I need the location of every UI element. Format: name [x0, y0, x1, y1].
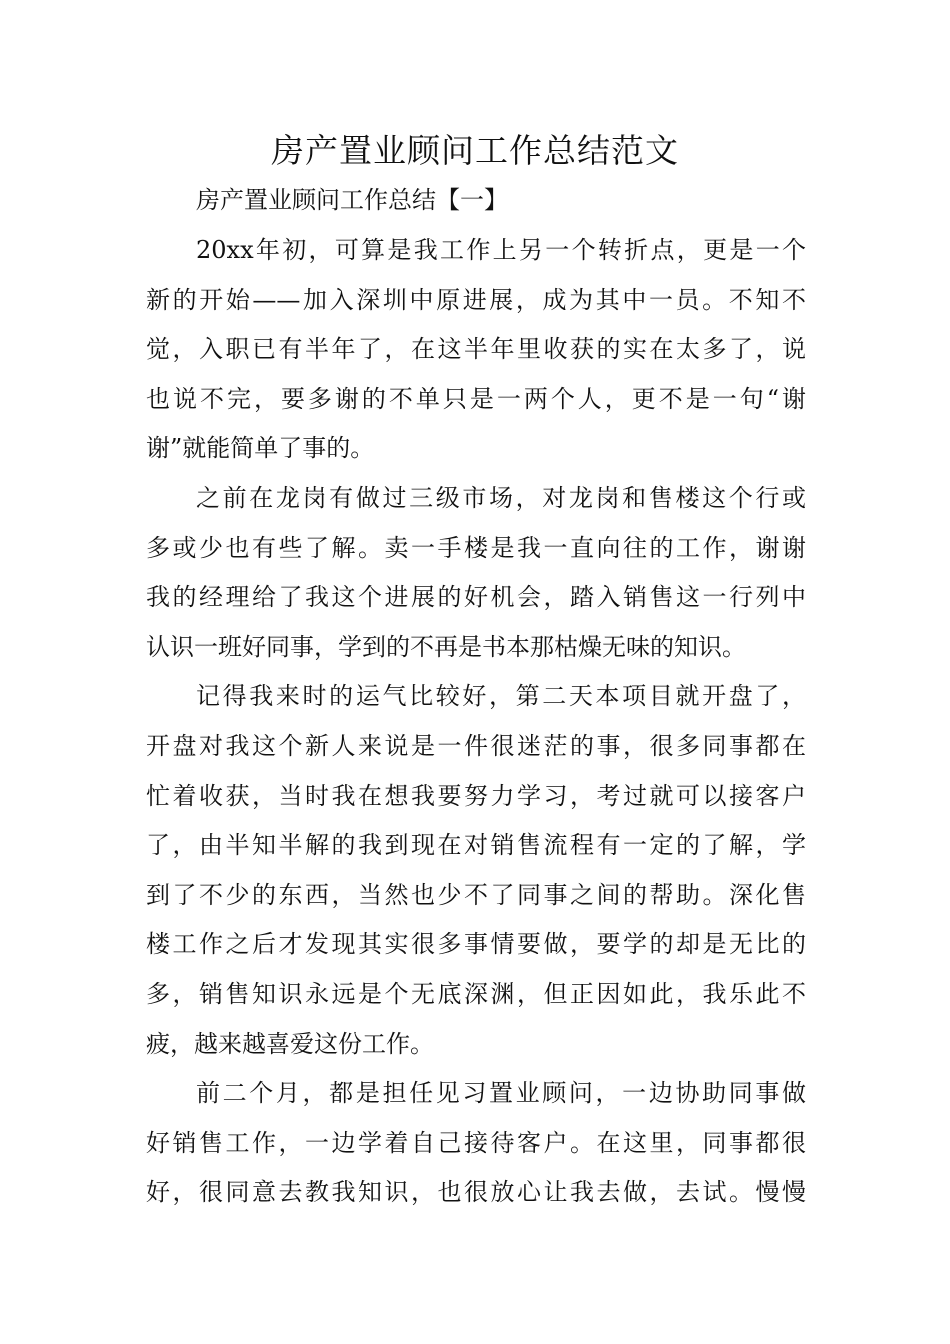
text-line: 忙着收获，当时我在想我要努力学习，考过就可以接客户: [146, 781, 806, 810]
text-line: 谢”就能简单了事的。: [146, 434, 375, 463]
paragraph-4: [146, 1069, 806, 1218]
text-line: 觉，入职已有半年了，在这半年里收获的实在太多了，说: [146, 335, 806, 364]
text-line: 之前在龙岗有做过三级市场，对龙岗和售楼这个行或: [196, 483, 806, 512]
text-line: 20xx年初，可算是我工作上另一个转折点，更是一个: [196, 236, 806, 264]
text-line: 我的经理给了我这个进展的好机会，踏入销售这一行列中: [146, 583, 806, 612]
text-line: 到了不少的东西，当然也少不了同事之间的帮助。深化售: [146, 880, 806, 909]
text-line: 前二个月，都是担任见习置业顾问，一边协助同事做: [196, 1079, 806, 1108]
text-line: 疲，越来越喜爱这份工作。: [146, 1029, 434, 1058]
text-line: 多，销售知识永远是个无底深渊，但正因如此，我乐此不: [146, 979, 806, 1008]
paragraph-1: [146, 226, 806, 474]
text-line: 新的开始——加入深圳中原进展，成为其中一员。不知不: [146, 285, 806, 314]
text-line: 多或少也有些了解。卖一手楼是我一直向往的工作，谢谢: [146, 533, 806, 562]
document-title: 房产置业顾问工作总结范文: [271, 131, 679, 170]
text-line: 好，很同意去教我知识，也很放心让我去做，去试。慢慢: [146, 1178, 806, 1207]
document-body: [146, 226, 806, 1218]
text-line: 好销售工作，一边学着自己接待客户。在这里，同事都很: [146, 1128, 806, 1157]
text-line: 记得我来时的运气比较好，第二天本项目就开盘了，: [196, 682, 806, 711]
text-line: 也说不完，要多谢的不单只是一两个人，更不是一句“谢: [146, 384, 806, 413]
text-line: 认识一班好同事，学到的不再是书本那枯燥无味的知识。: [146, 632, 746, 661]
paragraph-2: [146, 474, 806, 672]
section-heading: 房产置业顾问工作总结【一】: [196, 186, 508, 214]
paragraph-3: [146, 672, 806, 1069]
text-line: 了，由半知半解的我到现在对销售流程有一定的了解，学: [146, 831, 806, 860]
text-line: 楼工作之后才发现其实很多事情要做，要学的却是无比的: [146, 930, 806, 959]
text-line: 开盘对我这个新人来说是一件很迷茫的事，很多同事都在: [146, 731, 806, 760]
